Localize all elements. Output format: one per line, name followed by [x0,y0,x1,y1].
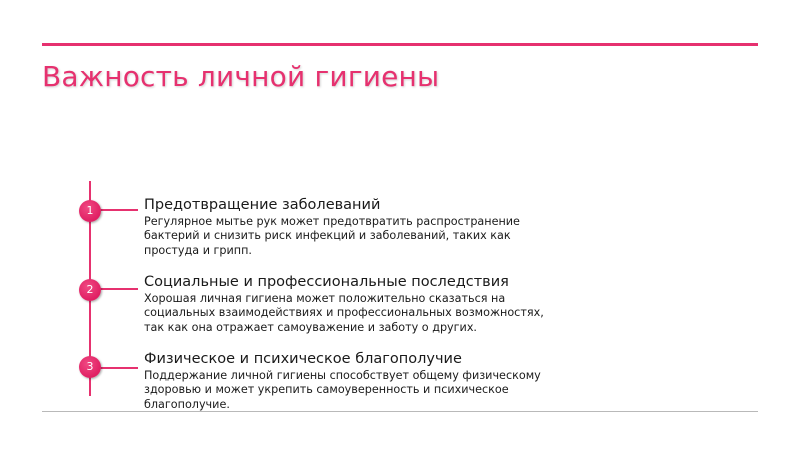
bottom-divider [42,411,758,412]
timeline-item [144,350,564,412]
timeline-marker: 2 [79,279,101,301]
item-description: Регулярное мытье рук может предотвратить распространение бактерий и снизить риск инфекций и заболеваний, таких как простуда и грипп. [144,215,520,257]
timeline-marker: 1 [79,200,101,222]
item-description: Хорошая личная гигиена может положительно сказаться на социальных взаимодействиях и профессиональных возможностях, так как она отражает самоуважение и заботу о других. [144,292,544,334]
item-heading: Социальные и профессиональные последствия [144,274,509,290]
slide-title: Важность личной гигиены [42,60,440,93]
item-heading: Предотвращение заболеваний [144,197,381,213]
timeline-item [144,273,564,335]
item-description: Поддержание личной гигиены способствует общему физическому здоровью и может укрепить самоуверенность и психическое благополучие. [144,369,541,411]
timeline-item [144,196,564,258]
timeline-marker: 3 [79,356,101,378]
item-heading: Физическое и психическое благополучие [144,351,462,367]
top-divider [42,43,758,46]
